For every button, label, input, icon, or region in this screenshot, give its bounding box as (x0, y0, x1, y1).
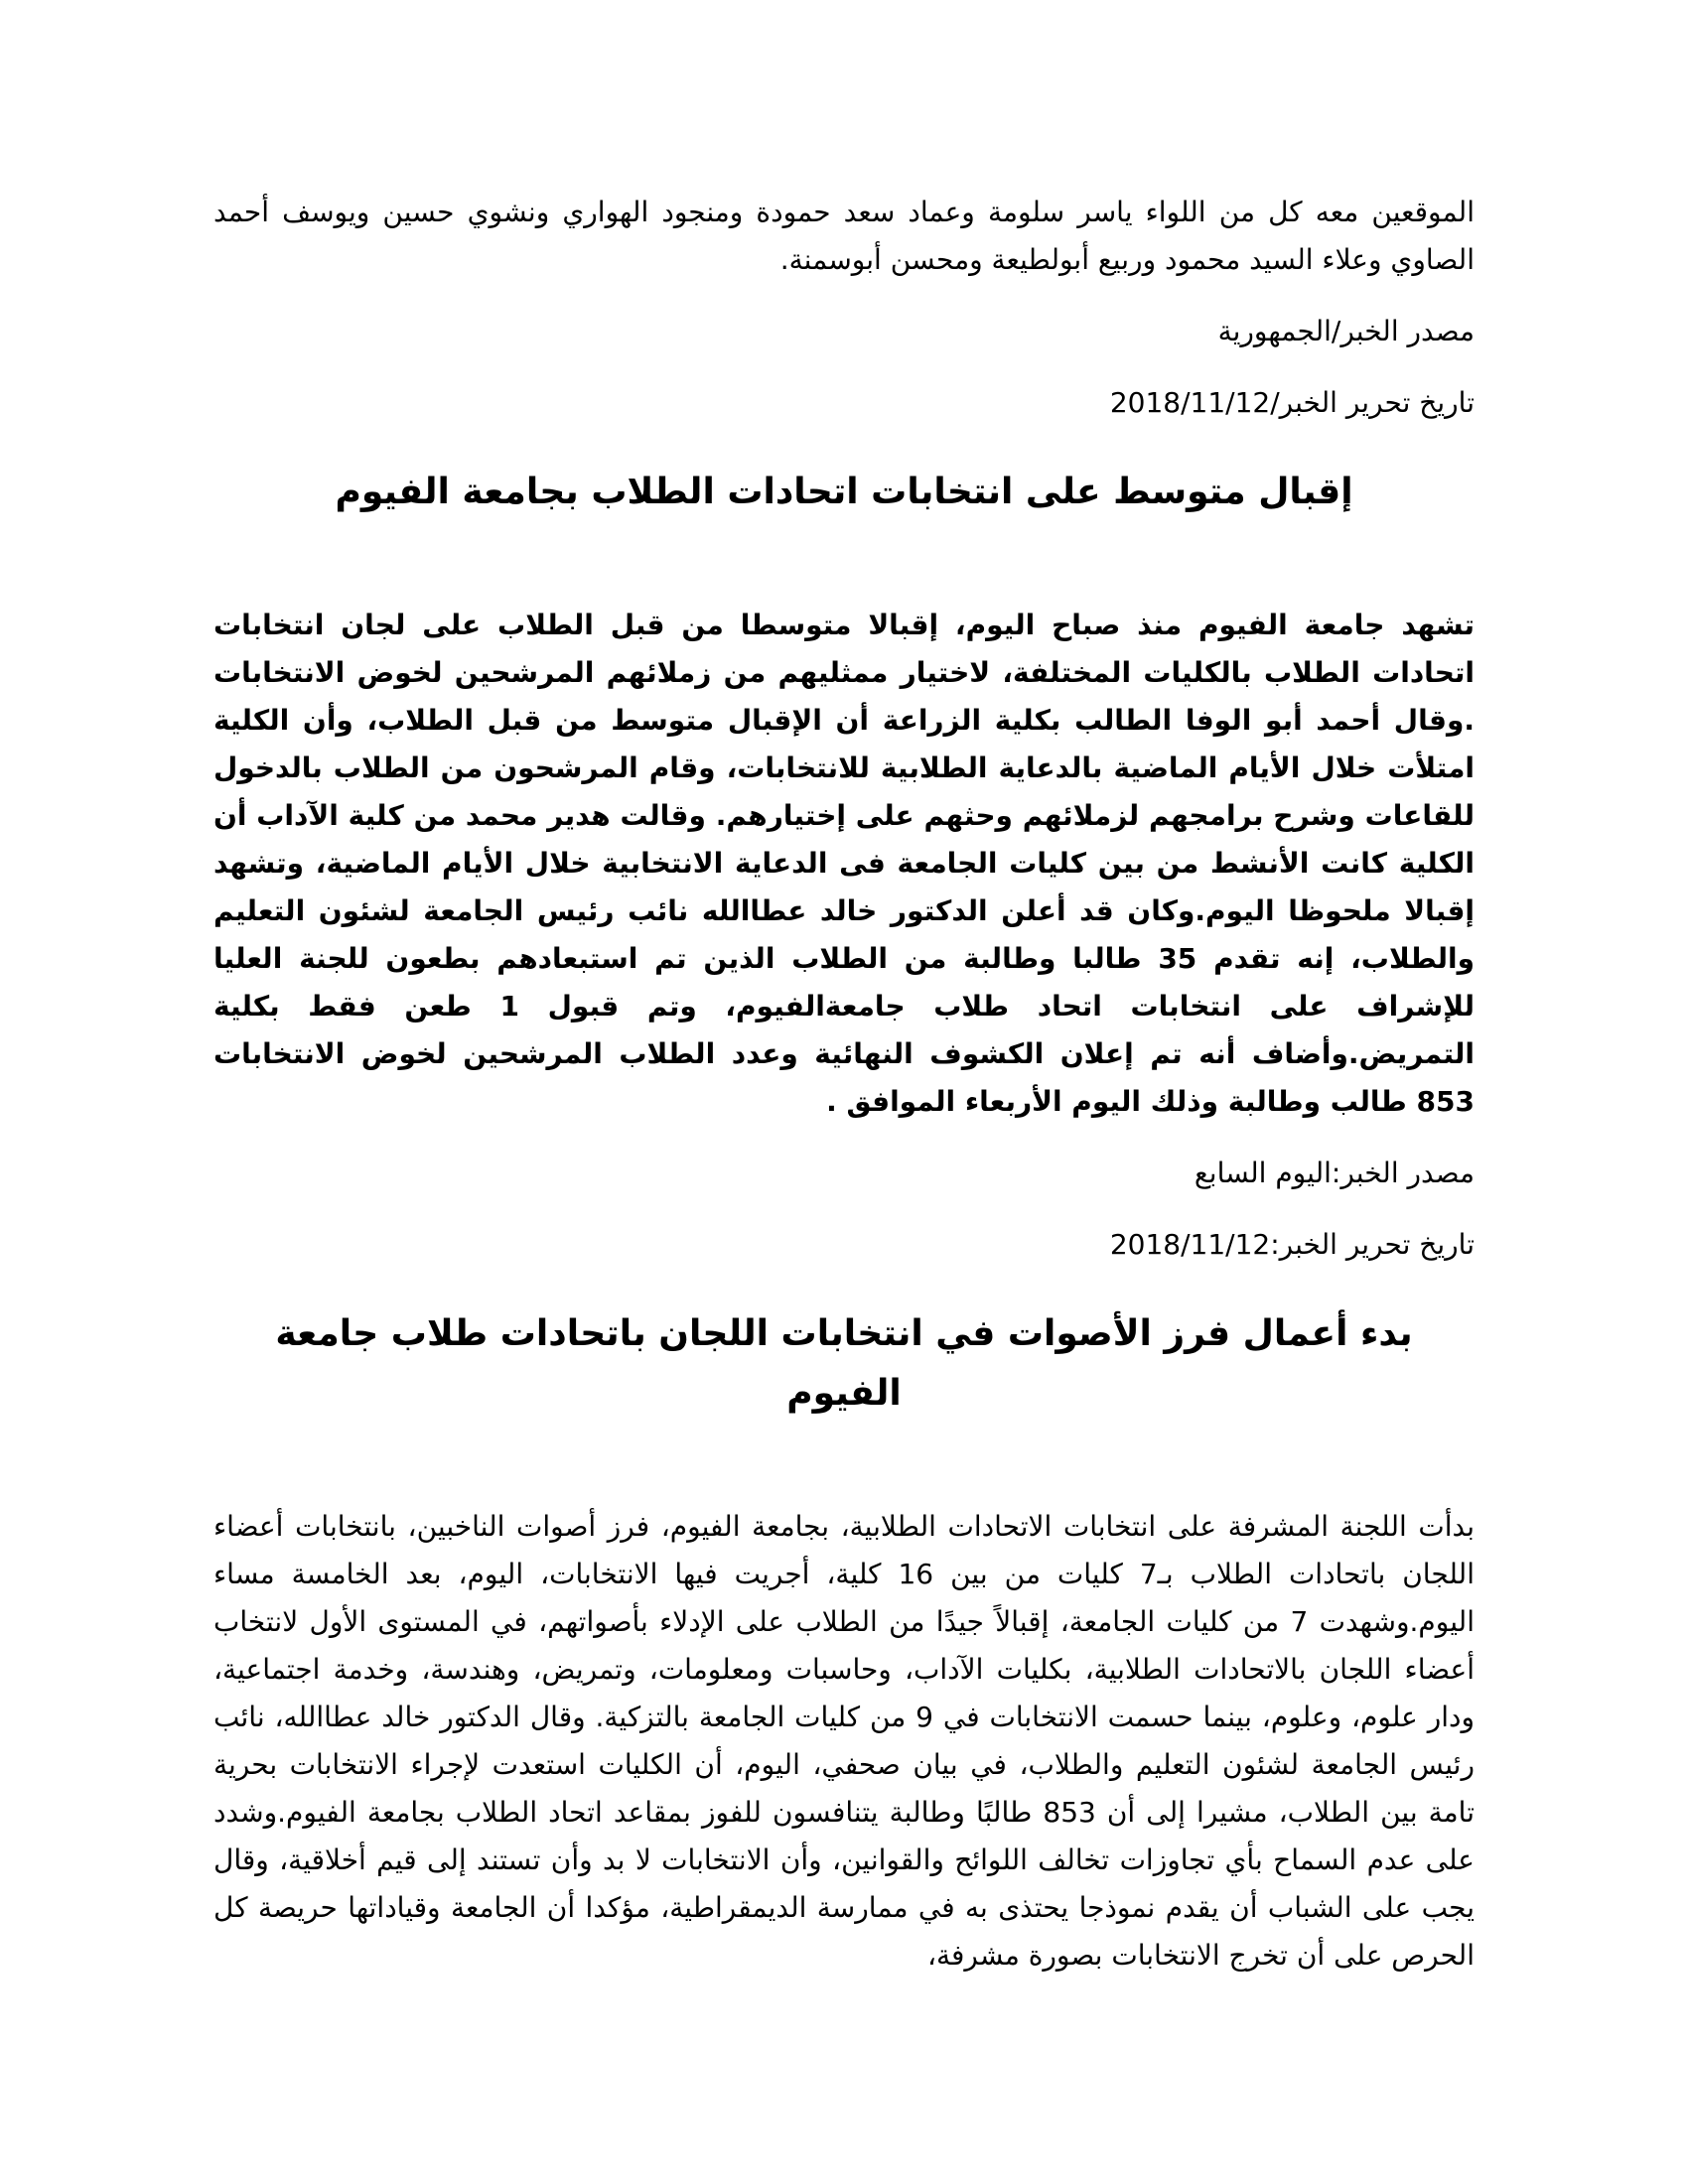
news-source-2: مصدر الخبر:اليوم السابع (1194, 1157, 1475, 1189)
article-1-body: تشهد جامعة الفيوم منذ صباح اليوم، إقبالا متوسطا من قبل الطلاب على لجان انتخابات اتحادات الطلاب بالكليات المختلفة، لاختيار ممثليهم من زملائهم المرشحين لخوض الانتخابات .وقال أحمد أبو الوفا الطالب بكلية الزراعة أن الإقبال متوسط من قبل الطلاب، وأن الكلية امتلأت خلال الأيام الماضية بالدعاية الطلابية للانتخابات، وقام المرشحون من الطلاب بالدخول للقاعات وشرح برامجهم لزملائهم وحثهم على إختيارهم. وقالت هدير محمد من كلية الآداب أن الكلية كانت الأنشط من بين كليات الجامعة فى الدعاية الانتخابية خلال الأيام الماضية، وتشهد إقبالا ملحوظا اليوم.وكان قد أعلن الدكتور خالد عطاالله نائب رئيس الجامعة لشئون التعليم والطلاب، إنه تقدم 35 طالبا وطالبة من الطلاب الذين تم استبعادهم بطعون للجنة العليا للإشراف على انتخابات اتحاد طلاب جامعةالفيوم، وتم قبول 1 طعن فقط بكلية التمريض.وأضاف أنه تم إعلان الكشوف النهائية وعدد الطلاب المرشحين لخوض الانتخابات 853 طالب وطالبة وذلك اليوم الأربعاء الموافق . (213, 609, 1475, 1118)
news-date-2: تاريخ تحرير الخبر:2018/11/12 (1109, 1228, 1475, 1261)
article-1-headline: إقبال متوسط على انتخابات اتحادات الطلاب بجامعة الفيوم (335, 472, 1353, 512)
article-2-headline: بدء أعمال فرز الأصوات في انتخابات اللجان باتحادات طلاب جامعة الفيوم (275, 1313, 1413, 1414)
article-2-body: بدأت اللجنة المشرفة على انتخابات الاتحادات الطلابية، بجامعة الفيوم، فرز أصوات الناخبين، بانتخابات أعضاء اللجان باتحادات الطلاب بـ7 كليات من بين 16 كلية، أجريت فيها الانتخابات، اليوم، بعد الخامسة مساء اليوم.وشهدت 7 من كليات الجامعة، إقبالاً جيدًا من الطلاب على الإدلاء بأصواتهم، في المستوى الأول لانتخاب أعضاء اللجان بالاتحادات الطلابية، بكليات الآداب، وحاسبات ومعلومات، وتمريض، وهندسة، وخدمة اجتماعية، ودار علوم، وعلوم، بينما حسمت الانتخابات في 9 من كليات الجامعة بالتزكية. وقال الدكتور خالد عطاالله، نائب رئيس الجامعة لشئون التعليم والطلاب، في بيان صحفي، اليوم، أن الكليات استعدت لإجراء الانتخابات بحرية تامة بين الطلاب، مشيرا إلى أن 853 طالبًا وطالبة يتنافسون للفوز بمقاعد اتحاد الطلاب بجامعة الفيوم.وشدد على عدم السماح بأي تجاوزات تخالف اللوائح والقوانين، وأن الانتخابات لا بد وأن تستند إلى قيم أخلاقية، وقال يجب على الشباب أن يقدم نموذجا يحتذى به في ممارسة الديمقراطية، مؤكدا أن الجامعة وقياداتها حريصة كل الحرص على أن تخرج الانتخابات بصورة مشرفة، (213, 1510, 1475, 1972)
news-date-1: تاريخ تحرير الخبر/2018/11/12 (1109, 386, 1475, 419)
document-page (213, 189, 1475, 1979)
news-source-1: مصدر الخبر/الجمهورية (1217, 315, 1475, 347)
intro-paragraph: الموقعين معه كل من اللواء ياسر سلومة وعماد سعد حمودة ومنجود الهواري ونشوي حسين ويوسف أحمد الصاوي وعلاء السيد محمود وربيع أبولطيعة ومحسن أبوسمنة. (213, 196, 1475, 276)
